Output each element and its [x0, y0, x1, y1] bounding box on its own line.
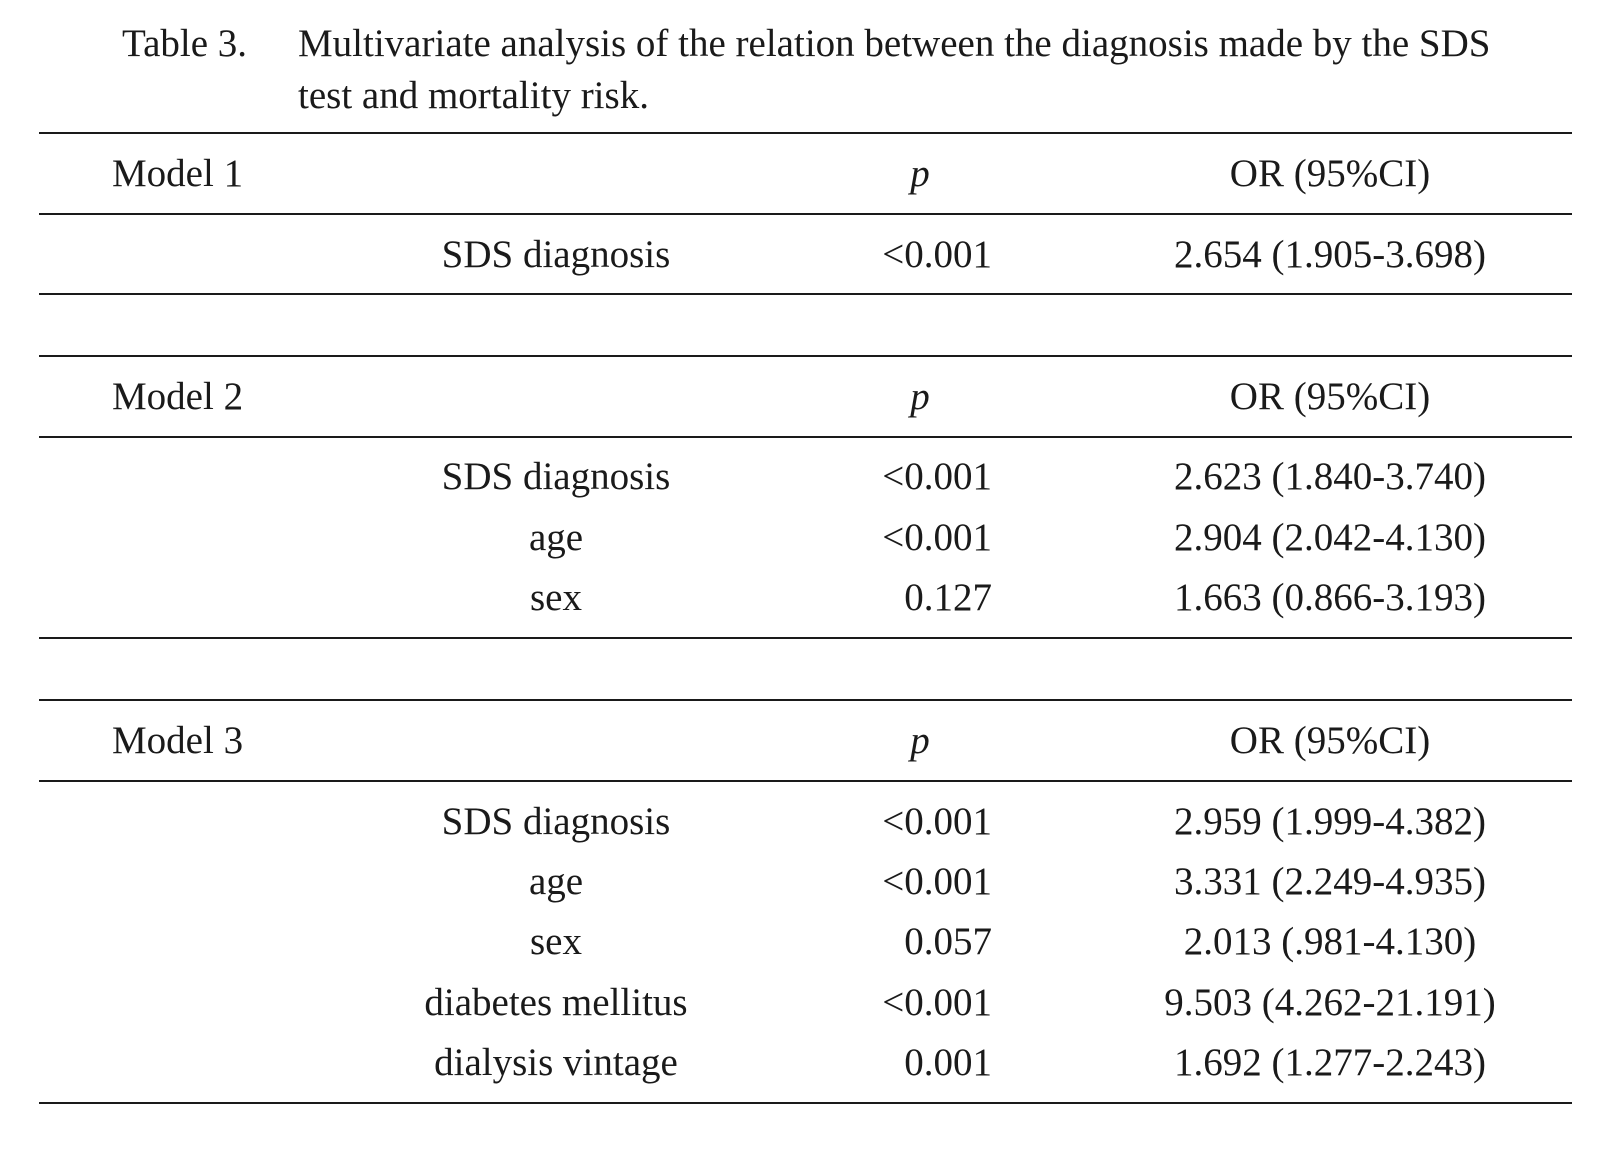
- p-value-cell: 0.057: [904, 920, 992, 963]
- model-2-header-rule: [39, 436, 1572, 438]
- model-3-or-header: OR (95%CI): [1229, 719, 1431, 762]
- model-1-header-row: [0, 144, 1607, 204]
- model-3-top-rule: [39, 699, 1572, 701]
- variable-cell: sex: [530, 920, 582, 963]
- or-ci-cell: 2.654 (1.905-3.698): [1174, 233, 1486, 276]
- model-1-or-header: OR (95%CI): [1229, 152, 1431, 195]
- table-row: [0, 1033, 1607, 1093]
- table-row: [0, 225, 1607, 285]
- variable-cell: SDS diagnosis: [441, 800, 671, 843]
- table-caption-label: Table 3.: [122, 22, 248, 65]
- table-row: [0, 912, 1607, 972]
- variable-cell: diabetes mellitus: [424, 981, 688, 1024]
- variable-cell: age: [528, 860, 584, 903]
- table-caption-text: Multivariate analysis of the relation between the diagnosis made by the SDS test and mortality risk.: [298, 22, 1491, 117]
- model-1-bottom-rule: [39, 293, 1572, 295]
- p-value-cell: <0.001: [882, 981, 992, 1024]
- variable-cell: SDS diagnosis: [441, 455, 671, 498]
- model-2-header-row: [0, 367, 1607, 427]
- or-ci-cell: 1.692 (1.277-2.243): [1174, 1041, 1486, 1084]
- p-value-cell: 0.001: [904, 1041, 992, 1084]
- or-ci-cell: 2.904 (2.042-4.130): [1174, 516, 1486, 559]
- or-ci-cell: 2.959 (1.999-4.382): [1174, 800, 1486, 843]
- p-value-cell: <0.001: [882, 860, 992, 903]
- model-2-bottom-rule: [39, 637, 1572, 639]
- model-2-p-header: p: [910, 375, 930, 418]
- or-ci-cell: 9.503 (4.262-21.191): [1164, 981, 1496, 1024]
- or-ci-cell: 1.663 (0.866-3.193): [1174, 576, 1486, 619]
- or-ci-cell: 2.013 (.981-4.130): [1183, 920, 1477, 963]
- table-row: [0, 447, 1607, 507]
- model-1-top-rule: [39, 132, 1572, 134]
- table-row: [0, 792, 1607, 852]
- variable-cell: dialysis vintage: [434, 1041, 678, 1084]
- table-row: [0, 852, 1607, 912]
- model-3-label: Model 3: [112, 719, 244, 762]
- model-1-label: Model 1: [112, 152, 244, 195]
- model-3-header-rule: [39, 780, 1572, 782]
- p-value-cell: <0.001: [882, 516, 992, 559]
- model-2-or-header: OR (95%CI): [1229, 375, 1431, 418]
- variable-cell: SDS diagnosis: [441, 233, 671, 276]
- model-3-header-row: [0, 711, 1607, 771]
- or-ci-cell: 2.623 (1.840-3.740): [1174, 455, 1486, 498]
- variable-cell: age: [528, 516, 584, 559]
- model-1-p-header: p: [910, 152, 930, 195]
- model-2-top-rule: [39, 355, 1572, 357]
- variable-cell: sex: [530, 576, 582, 619]
- p-value-cell: <0.001: [882, 455, 992, 498]
- model-3-bottom-rule: [39, 1102, 1572, 1104]
- p-value-cell: 0.127: [904, 576, 992, 619]
- p-value-cell: <0.001: [882, 233, 992, 276]
- table-row: [0, 568, 1607, 628]
- model-3-p-header: p: [910, 719, 930, 762]
- or-ci-cell: 3.331 (2.249-4.935): [1174, 860, 1486, 903]
- model-2-label: Model 2: [112, 375, 244, 418]
- p-value-cell: <0.001: [882, 800, 992, 843]
- table-row: [0, 508, 1607, 568]
- table-row: [0, 973, 1607, 1033]
- model-1-header-rule: [39, 213, 1572, 215]
